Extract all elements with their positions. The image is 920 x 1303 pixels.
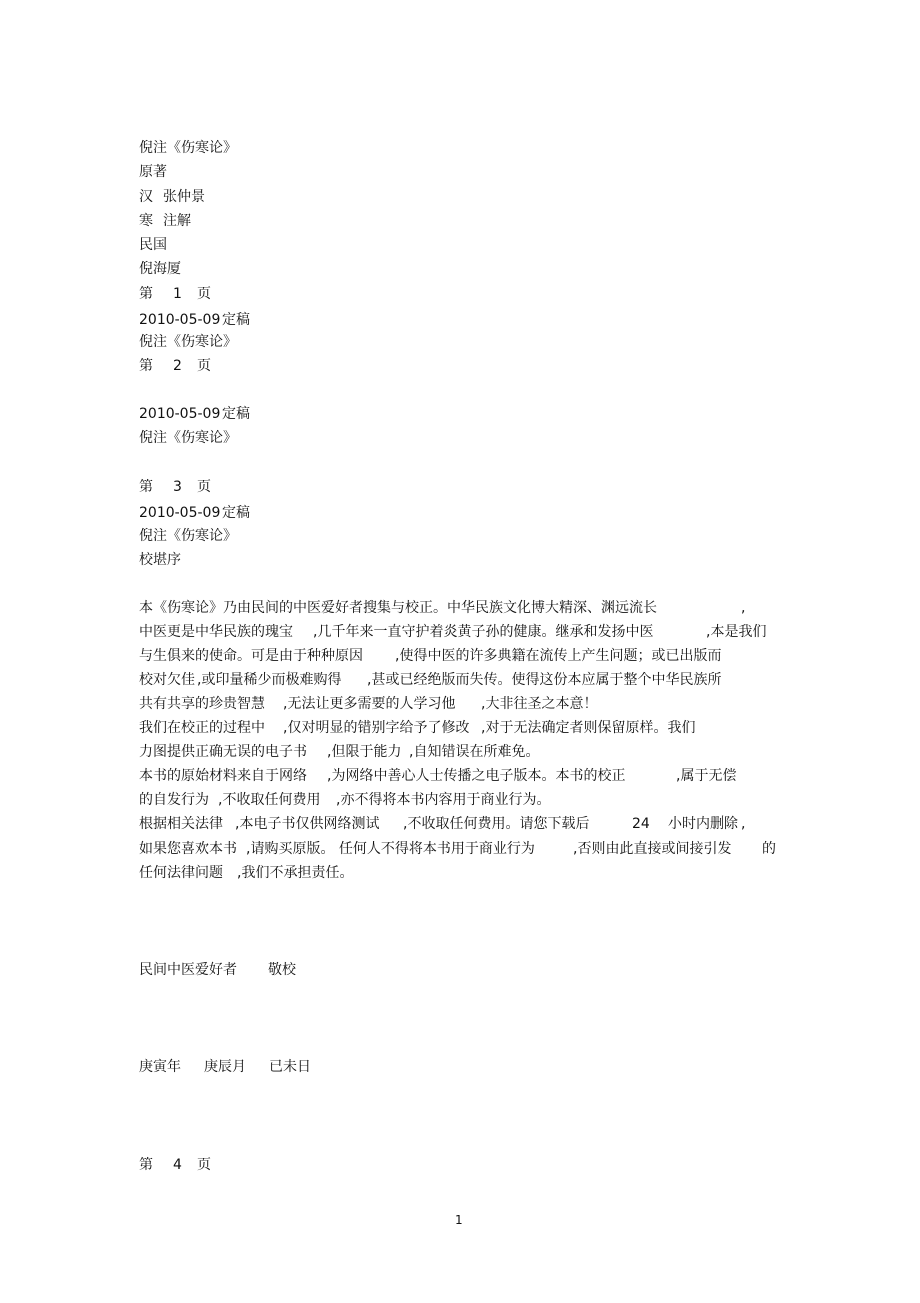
page-label: 页 [197,479,211,495]
preface-text-segment: ,但限于能力 [327,744,402,760]
page-num: 1 [173,286,182,302]
preface-text-segment: ,仅对明显的错别字给予了修改 [283,720,470,736]
preface-text-segment: 我们在校正的过程中 [139,720,265,736]
page-label: 第 [139,479,153,495]
running-title: 倪注《伤寒论》 [139,528,237,544]
page-num: 3 [173,479,182,495]
final-label: 定稿 [222,312,250,328]
preface-text-segment: ,我们不承担责任。 [237,865,354,881]
preface-text-segment: ,属于无偿 [676,768,737,784]
preface-text-segment: 如果您喜欢本书 [139,841,237,857]
preface-text-segment: 与生俱来的使命。可是由于种种原因 [139,648,363,664]
preface-text-segment: 本《伤寒论》乃由民间的中医爱好者搜集与校正。中华民族文化博大精深、渊远流长 [139,600,657,616]
preface-text-segment: ,使得中医的许多典籍在流传上产生问题；或已出版而 [395,648,722,664]
final-label: 定稿 [222,406,250,422]
signer-suffix: 敬校 [268,962,296,978]
title: 倪注《伤寒论》 [139,140,237,156]
dynasty: 汉 [139,189,153,205]
date-month: 庚辰月 [204,1059,246,1075]
preface-text-segment: ,请购买原版。 任何人不得将本书用于商业行为 [246,841,535,857]
date: 2010-05-09 [139,505,221,521]
preface-text-segment: 任何法律问题 [139,865,223,881]
preface-text-segment: , [741,600,746,616]
page-label: 第 [139,286,153,302]
preface-text-segment: ,本电子书仅供网络测试 [235,816,380,832]
preface-text-segment: ,为网络中善心人士传播之电子版本。本书的校正 [327,768,626,784]
date: 2010-05-09 [139,312,221,328]
preface-text-segment: ,亦不得将本书内容用于商业行为。 [336,792,551,808]
preface-text-segment: ,无法让更多需要的人学习他 [283,696,456,712]
page-label: 页 [197,1157,211,1173]
date: 2010-05-09 [139,406,221,422]
page-num: 2 [173,358,182,374]
annotator: 倪海厦 [139,261,181,277]
page-label: 页 [197,358,211,374]
page-number: 1 [455,1213,463,1227]
signer: 民间中医爱好者 [139,962,237,978]
preface-text-segment: 校对欠佳 [139,672,195,688]
preface-text-segment: ,几千年来一直守护着炎黄子孙的健康。继承和发扬中医 [313,624,654,640]
preface-text-segment: 根据相关法律 [139,816,223,832]
preface-text-segment: 力图提供正确无误的电子书 [139,744,307,760]
preface-text-segment: ,大非往圣之本意！ [481,696,598,712]
author: 张仲景 [163,189,205,205]
preface-text-segment: ,本是我们 [706,624,767,640]
preface-text-segment: ,甚或已经绝版而失传。使得这份本应属于整个中华民族所 [367,672,722,688]
final-label: 定稿 [222,505,250,521]
running-title: 倪注《伤寒论》 [139,334,237,350]
preface-text-segment: ,不收取任何费用。请您下载后 [403,816,590,832]
preface-text-segment: 小时内删除 [668,816,738,832]
page-num: 4 [173,1157,182,1173]
preface-text-segment: 本书的原始材料来自于网络 [139,768,307,784]
date-day: 已未日 [269,1059,311,1075]
preface-text-segment: 24 [632,816,650,832]
preface-text-segment: ,对于无法确定者则保留原样。我们 [481,720,696,736]
preface-text-segment: 共有共享的珍贵智慧 [139,696,265,712]
preface-heading: 校堪序 [139,552,181,568]
original-label: 原著 [139,164,167,180]
era: 民国 [139,237,167,253]
preface-text-segment: 中医更是中华民族的瑰宝 [139,624,293,640]
date-year: 庚寅年 [139,1059,181,1075]
page-label: 第 [139,1157,153,1173]
preface-text-segment: ,不收取任何费用 [218,792,321,808]
page-label: 第 [139,358,153,374]
preface-text-segment: 的 [762,841,776,857]
preface-text-segment: ,自知错误在所难免。 [409,744,540,760]
running-title: 倪注《伤寒论》 [139,430,237,446]
preface-text-segment: ,或印量稀少而极难购得 [197,672,342,688]
preface-text-segment: 的自发行为 [139,792,209,808]
annotation-label: 注解 [163,213,191,229]
text: 寒 [139,213,153,229]
page-label: 页 [197,286,211,302]
preface-text-segment: ,否则由此直接或间接引发 [573,841,732,857]
preface-text-segment: , [741,816,746,832]
